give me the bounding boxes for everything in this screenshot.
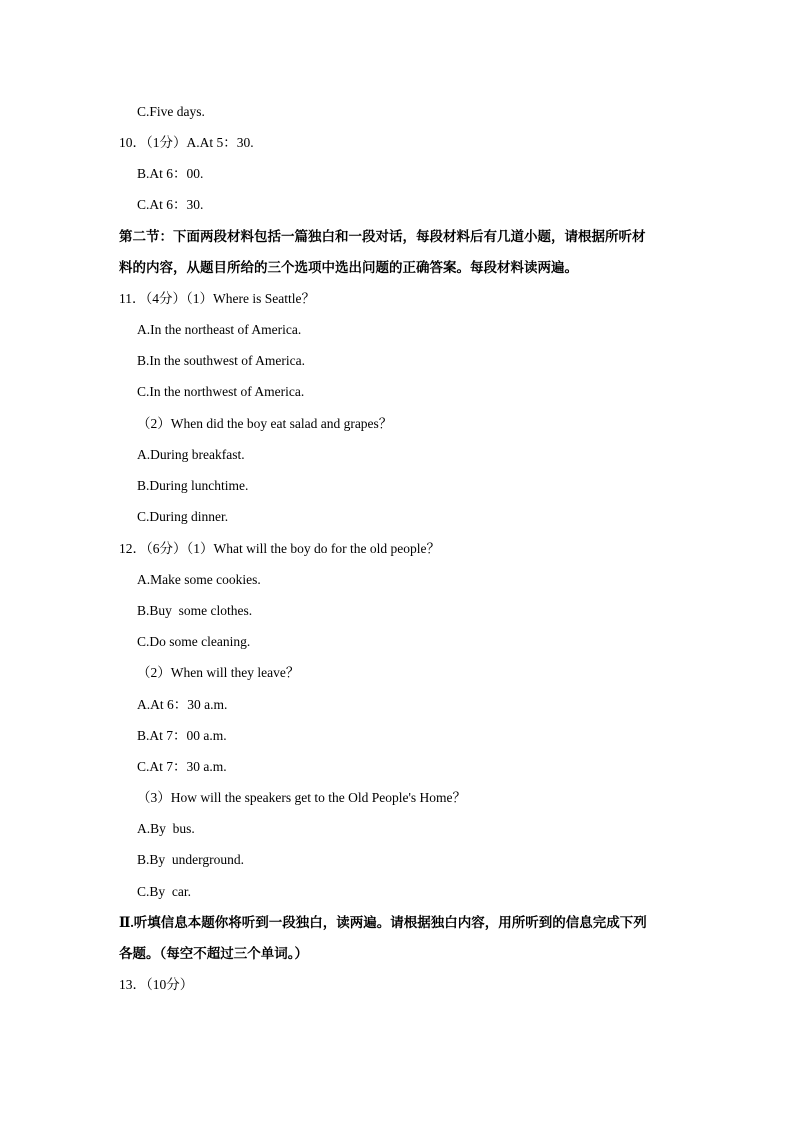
question-12-part-3: （3）How will the speakers get to the Old People's Home？ — [137, 790, 467, 805]
section-ii-instruction-line1: Ⅱ.听填信息本题你将听到一段独白，读两遍。请根据独白内容，用所听到的信息完成下列 — [119, 915, 647, 930]
option-b-q10: B.At 6：00. — [137, 166, 204, 181]
option-c-q12-3: C.By car. — [137, 884, 191, 899]
option-b-q12-2: B.At 7：00 a.m. — [137, 728, 227, 743]
question-11-part-2: （2）When did the boy eat salad and grapes？ — [137, 416, 393, 431]
option-a-q11-2: A.During breakfast. — [137, 447, 245, 462]
option-c-q10: C.At 6：30. — [137, 197, 204, 212]
option-a-q11-1: A.In the northeast of America. — [137, 322, 302, 337]
section-2-instruction-line2: 料的内容，从题目所给的三个选项中选出问题的正确答案。每段材料读两遍。 — [119, 260, 578, 275]
option-a-q12-2: A.At 6：30 a.m. — [137, 697, 228, 712]
section-2-instruction-line1: 第二节：下面两段材料包括一篇独白和一段对话，每段材料后有几道小题，请根据所听材 — [119, 229, 646, 244]
option-c-q12-1: C.Do some cleaning. — [137, 634, 251, 649]
question-10: 10．（1分）A.At 5：30. — [119, 135, 254, 150]
option-c-q9: C.Five days. — [137, 104, 205, 119]
option-b-q11-1: B.In the southwest of America. — [137, 353, 305, 368]
option-b-q12-1: B.Buy some clothes. — [137, 603, 253, 618]
option-b-q11-2: B.During lunchtime. — [137, 478, 249, 493]
option-b-q12-3: B.By underground. — [137, 852, 244, 867]
question-12-part-1: 12．（6分）（1）What will the boy do for the old people？ — [119, 541, 440, 556]
question-12-part-2: （2）When will they leave？ — [137, 665, 300, 680]
option-c-q11-2: C.During dinner. — [137, 509, 229, 524]
section-ii-instruction-line2: 各题。（每空不超过三个单词。） — [119, 946, 308, 961]
question-11-part-1: 11．（4分）（1）Where is Seattle？ — [119, 291, 315, 306]
option-c-q12-2: C.At 7：30 a.m. — [137, 759, 227, 774]
question-13: 13．（10分） — [119, 977, 194, 992]
option-c-q11-1: C.In the northwest of America. — [137, 384, 305, 399]
option-a-q12-3: A.By bus. — [137, 821, 195, 836]
option-a-q12-1: A.Make some cookies. — [137, 572, 261, 587]
